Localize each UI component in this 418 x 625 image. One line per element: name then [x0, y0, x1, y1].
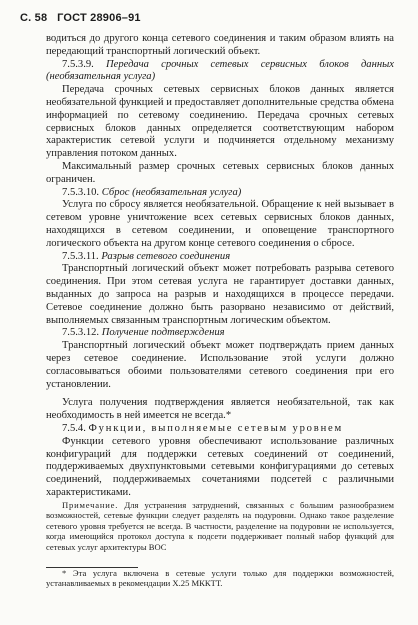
footnote: * Эта услуга включена в сетевые услуги только для поддержки возможностей, устанавливаемых в рекомендации Х.25 МККТТ. [46, 567, 394, 589]
page-number: С. 58 [20, 12, 48, 24]
section-number: 7.5.4. [62, 422, 86, 434]
standard-code: ГОСТ 28906–91 [57, 12, 141, 24]
section-heading-75312 [46, 327, 394, 340]
section-heading-7539 [46, 59, 394, 85]
document-body [46, 33, 394, 589]
paragraph: Передача срочных сетевых сервисных блоков данных является необязательной функцией и предоставляет дополнительные средства обмена информацией по сетевому соединению. Передача срочных сетевых сервисных блоков данных определяется соответствующим набором характеристик сетевой услуги и подчиняется отдельному механизму управления потоком данных. [46, 84, 394, 160]
section-heading-75311 [46, 251, 394, 264]
section-heading-754 [46, 423, 394, 436]
section-heading-75310 [46, 187, 394, 200]
paragraph-intro: водиться до другого конца сетевого соединения и таким образом влиять на передающий транспортный логический объект. [46, 33, 394, 57]
page-header [20, 12, 141, 24]
section-title: Функции, выполняемые сетевым уровнем [88, 422, 344, 434]
section-number: 7.5.3.11. [62, 250, 99, 262]
section-number: 7.5.3.10. [62, 186, 100, 198]
paragraph: Услуга получения подтверждения является необязательной, так как необходимость в ней имеется не всегда.* [46, 397, 394, 422]
note [46, 500, 394, 553]
paragraph: Транспортный логический объект может потребовать разрыва сетевого соединения. При этом сетевая услуга не гарантирует доставки данных, выданных до запроса на разрыв и находящихся в процессе передачи. Сетевое соединение должно быть разорвано независимо от действий, выполняемых связанным транспортным логическим объектом. [46, 263, 394, 326]
paragraph: Услуга по сбросу является необязательной. Обращение к ней вызывает в сетевом уровне уничтожение всех сетевых сервисных блоков данных, находящихся в сетевом соединении, и оповещение транспортного логического объекта на другом конце сетевого соединения о сбросе. [46, 199, 394, 249]
note-text: Для устранения затруднений, связанных с большим разнообразием возможностей, сетевые функции следует разделять на подуровни. Однако такое разделение сетевого уровня требуется не всегда. В частности, разделение на подуровни не используется, когда имеющийся протокол доступа к подсети поддерживает полный набор функций для сетевых услуг архитектуры ВОС [46, 499, 394, 553]
section-title: Разрыв сетевого соединения [101, 250, 231, 262]
paragraph: Максимальный размер срочных сетевых сервисных блоков данных ограничен. [46, 160, 394, 185]
note-label: Примечание. [62, 499, 119, 510]
section-title: Получение подтверждения [101, 327, 225, 339]
section-number: 7.5.3.12. [62, 327, 100, 339]
section-title: Сброс (необязательная услуга) [101, 186, 242, 198]
paragraph: Транспортный логический объект может подтверждать прием данных через сетевое соединение. Использование этой услуги должно согласовываться обоими пользователями сетевого соединения при его установлении. [46, 340, 394, 390]
paragraph: Функции сетевого уровня обеспечивают использование различных конфигураций для поддержки сетевых соединений от соединений, поддерживаемых двухпунктовыми сетевыми конфигурациями до сетевых соединений, поддерживаемых сочетаниями подсетей с различными характеристиками. [46, 435, 394, 498]
section-number: 7.5.3.9. [62, 58, 94, 70]
section-title: Передача срочных сетевых сервисных блоков данных (необязательная услуга) [46, 58, 394, 83]
